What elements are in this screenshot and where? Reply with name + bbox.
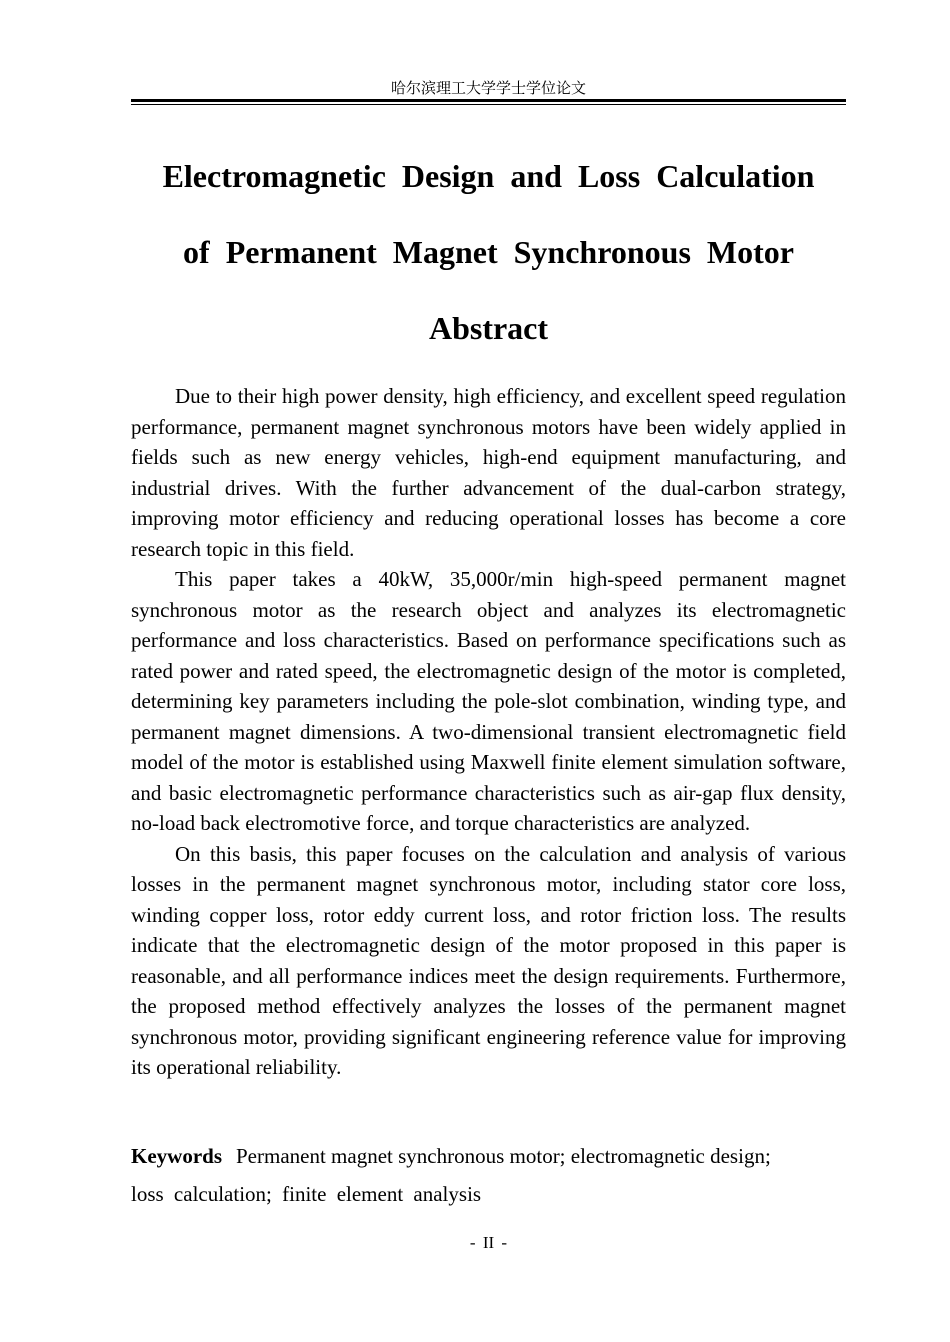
abstract-paragraph-1: Due to their high power density, high efficiency, and excellent speed regulation performance, permanent magnet synchronous motors have been widely applied in fields such as new energy vehicles, high-end equipment manufacturing, and industrial drives. With the further advancement of the dual-carbon strategy, improving motor efficiency and reducing operational losses has become a core research topic in this field. (131, 384, 846, 561)
paper-title-line-1: Electromagnetic Design and Loss Calculation (162, 158, 815, 194)
paper-title (131, 138, 846, 290)
header-rule-thick (131, 99, 846, 102)
keywords-label: Keywords (131, 1144, 222, 1168)
keywords-line-2: loss calculation; finite element analysis (131, 1182, 482, 1206)
keywords (131, 1137, 846, 1213)
page-number: - II - (469, 1233, 508, 1252)
abstract-paragraph-3: On this basis, this paper focuses on the calculation and analysis of various losses in the permanent magnet synchronous motor, including stator core loss, winding copper loss, rotor eddy current loss, and rotor friction loss. The results indicate that the electromagnetic design of the motor proposed in this paper is reasonable, and all performance indices meet the design requirements. Furthermore, the proposed method effectively analyzes the losses of the permanent magnet synchronous motor, providing significant engineering reference value for improving its operational reliability. (131, 841, 846, 1079)
paper-title-line-2: of Permanent Magnet Synchronous Motor (183, 234, 794, 270)
abstract-paragraph-2: This paper takes a 40kW, 35,000r/min high-speed permanent magnet synchronous motor as the research object and analyzes its electromagnetic performance and loss characteristics. Based on performance specifications such as rated power and rated speed, the electromagnetic design of the motor is completed, determining key parameters including the pole-slot combination, winding type, and permanent magnet dimensions. A two-dimensional transient electromagnetic field model of the motor is established using Maxwell finite element simulation software, and basic electromagnetic performance characteristics such as air-gap flux density, no-load back electromotive force, and torque characteristics are analyzed. (131, 567, 846, 835)
keywords-line-1: Permanent magnet synchronous motor; electromagnetic design; (236, 1144, 771, 1168)
abstract-body (131, 381, 846, 1083)
header-rule-thin (131, 104, 846, 105)
running-header: 哈尔滨理工大学学士学位论文 (390, 79, 586, 97)
abstract-heading: Abstract (428, 310, 549, 346)
